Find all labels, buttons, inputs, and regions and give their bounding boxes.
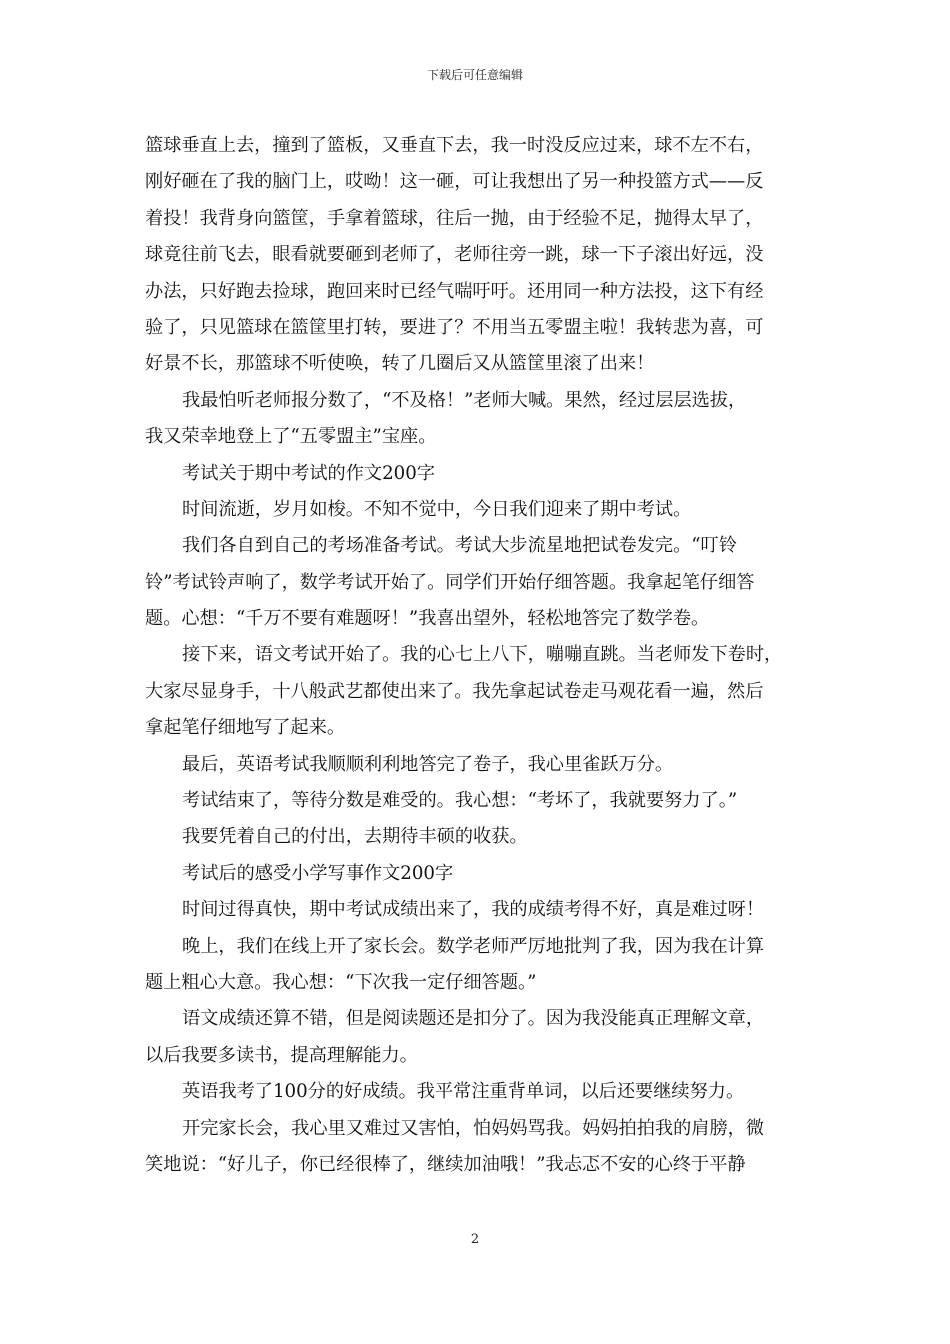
text-line: 以后我要多读书，提高理解能力。: [145, 1044, 418, 1066]
text-line: 晚上，我们在线上开了家长会。数学老师严厉地批判了我，因为我在计算: [182, 935, 765, 957]
page-header: 下载后可任意编辑: [426, 68, 523, 82]
text-line: 大家尽显身手，十八般武艺都使出来了。我先拿起试卷走马观花看一遍，然后: [145, 680, 764, 702]
text-line: 着投！我背身向篮筐，手拿着篮球，往后一抛，由于经验不足，抛得太早了，: [145, 207, 764, 229]
text-line: 篮球垂直上去，撞到了篮板，又垂直下去，我一时没反应过来，球不左不右，: [145, 135, 764, 156]
text-line: 球竟往前飞去，眼看就要砸到老师了，老师往旁一跳，球一下子滚出好远，没: [145, 244, 764, 266]
text-line: 拿起笔仔细地写了起来。: [145, 717, 346, 739]
text-line: 题。心想：“千万不要有难题呀！”我喜出望外，轻松地答完了数学卷。: [145, 608, 710, 630]
text-line: 我最怕听老师报分数了，“不及格！”老师大喊。果然，经过层层选拔，: [182, 389, 747, 411]
text-line: 时间流逝，岁月如梭。不知不觉中，今日我们迎来了期中考试。: [182, 498, 692, 520]
text-line: 考试后的感受小学写事作文200字: [182, 862, 454, 884]
text-line: 好景不长，那篮球不听使唤，转了几圈后又从篮筐里滚了出来！: [145, 353, 655, 375]
text-line: 验了，只见篮球在篮筐里打转，要进了？不用当五零盟主啦！我转悲为喜，可: [145, 316, 764, 338]
text-line: 我们各自到自己的考场准备考试。考试大步流星地把试卷发完。“叮铃: [182, 535, 737, 557]
text-line: 铃”考试铃声响了，数学考试开始了。同学们开始仔细答题。我拿起笔仔细答: [145, 571, 755, 593]
page-number: 2: [470, 1232, 480, 1247]
text-line: 我又荣幸地登上了“五零盟主”宝座。: [145, 426, 437, 448]
text-line: 英语我考了100分的好成绩。我平常注重背单词，以后还要继续努力。: [182, 1081, 745, 1103]
text-line: 考试结束了，等待分数是难受的。我心想：“考坏了，我就要努力了。”: [182, 790, 738, 812]
text-line: 考试关于期中考试的作文200字: [182, 462, 435, 484]
text-line: 时间过得真快，期中考试成绩出来了，我的成绩考得不好，真是难过呀！: [182, 899, 765, 921]
text-line: 题上粗心大意。我心想：“下次我一定仔细答题。”: [145, 971, 537, 993]
text-line: 最后，英语考试我顺顺利利地答完了卷子，我心里雀跃万分。: [182, 753, 674, 775]
text-line: 开完家长会，我心里又难过又害怕，怕妈妈骂我。妈妈拍拍我的肩膀，微: [182, 1117, 765, 1139]
text-line: 笑地说：“好儿子，你已经很棒了，继续加油哦！”我忐忑不安的心终于平静: [145, 1153, 746, 1175]
text-line: 语文成绩还算不错，但是阅读题还是扣分了。因为我没能真正理解文章，: [182, 1008, 765, 1030]
text-line: 办法，只好跑去捡球，跑回来时已经气喘吁吁。还用同一种方法投，这下有经: [145, 280, 764, 302]
text-line: 刚好砸在了我的脑门上，哎呦！这一砸，可让我想出了另一种投篮方式——反: [145, 171, 764, 193]
document-body: [145, 128, 809, 1183]
text-line: 我要凭着自己的付出，去期待丰硕的收获。: [182, 826, 528, 848]
text-line: 接下来，语文考试开始了。我的心七上八下，嘣嘣直跳。当老师发下卷时，: [182, 644, 783, 666]
